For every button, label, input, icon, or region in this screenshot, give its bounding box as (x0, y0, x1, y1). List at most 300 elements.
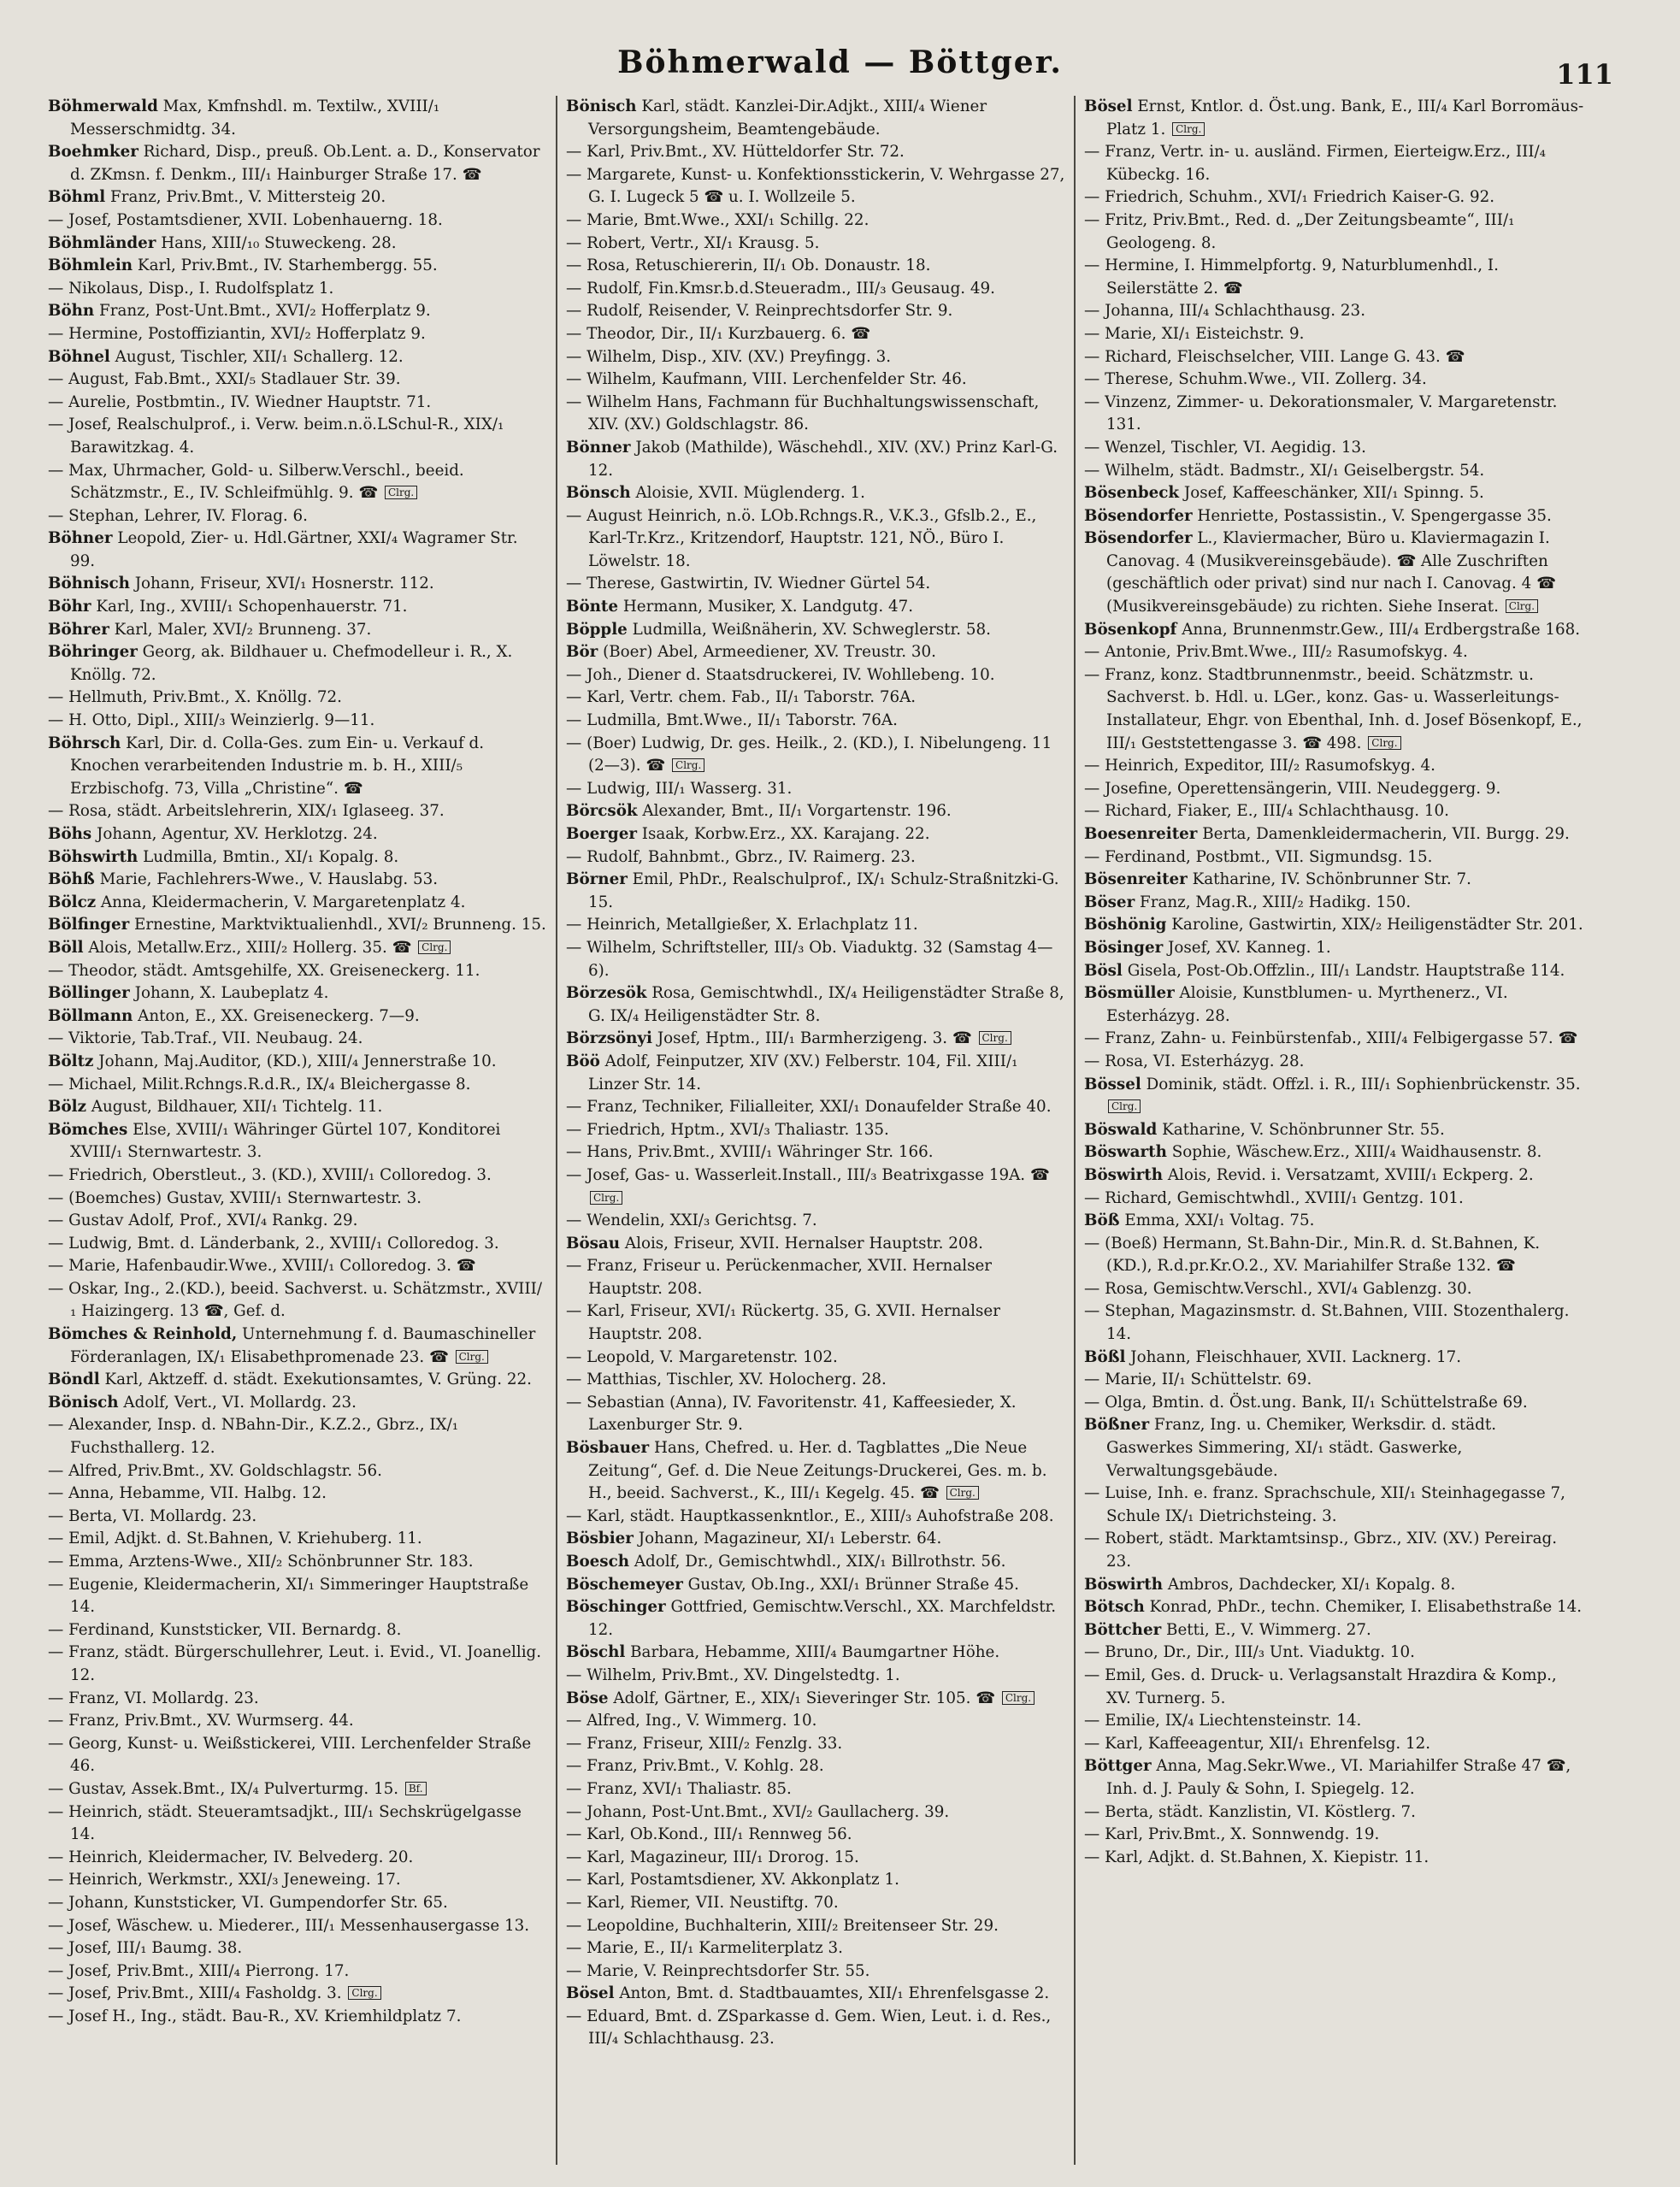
clearing-badge: Clrg. (1506, 599, 1538, 613)
entry-details: Hans, XIII/₁₀ Stuweckeng. 28. (161, 233, 397, 252)
entry-details: Karl, Maler, XVI/₂ Brunneng. 37. (114, 620, 372, 639)
entry-details: Else, XVIII/₁ Währinger Gürtel 107, Konditorei XVIII/₁ Sternwartestr. 3. (70, 1120, 501, 1162)
entry-details: — Stephan, Lehrer, IV. Florag. 6. (48, 506, 308, 525)
entry-details: — Aurelie, Postbmtin., IV. Wiedner Hauptstr. 71. (48, 392, 432, 411)
entry-details: Ambros, Dachdecker, XI/₁ Kopalg. 8. (1167, 1575, 1456, 1594)
directory-entry (48, 233, 547, 256)
clearing-badge: Clrg. (456, 1350, 488, 1364)
directory-entry (566, 800, 1065, 823)
directory-entry (48, 392, 547, 415)
directory-entry (1084, 346, 1585, 369)
entry-surname: Bölz (48, 1098, 86, 1117)
directory-entry (48, 869, 547, 892)
directory-entry (1084, 1596, 1585, 1619)
directory-entry (1084, 1414, 1585, 1483)
directory-entry (48, 1892, 547, 1915)
entry-surname: Böhswirth (48, 847, 139, 866)
entry-details: Adolf, Dr., Gemischtwhdl., XIX/₁ Billrothstr. 56. (634, 1553, 1006, 1571)
entry-details: — Oskar, Ing., 2.(KD.), beeid. Sachverst. u. Schätzmstr., XVIII/₁ Haizingerg. 13 ☎, Gef. d. (48, 1279, 542, 1321)
clearing-badge: Clrg. (1108, 1099, 1141, 1113)
entry-surname: Böschinger (566, 1598, 666, 1617)
directory-entry (566, 1255, 1065, 1300)
directory-entry (48, 1460, 547, 1483)
entry-details: — Karl, städt. Hauptkassenkntlor., E., XIII/₃ Auhofstraße 208. (566, 1506, 1054, 1525)
directory-entry (48, 414, 547, 459)
directory-entry (1084, 209, 1585, 255)
directory-entry (566, 846, 1065, 869)
directory-entry (48, 1255, 547, 1278)
clearing-badge: Clrg. (1172, 122, 1205, 136)
entry-details: — (Boemches) Gustav, XVIII/₁ Sternwartestr. 3. (48, 1188, 422, 1207)
entry-details: — (Boer) Ludwig, Dr. ges. Heilk., 2. (KD.), I. Nibelungeng. 11 (2—3). ☎ (566, 734, 1052, 775)
entry-details: Karl, städt. Kanzlei-Dir.Adjkt., XIII/₄ Wiener Versorgungsheim, Beamtengebäude. (588, 97, 987, 139)
entry-details: Katharine, IV. Schönbrunner Str. 7. (1192, 870, 1471, 889)
entry-details: — Heinrich, städt. Steueramtsadjkt., III/₁ Sechskrügelgasse 14. (48, 1802, 522, 1844)
directory-entry (1084, 1847, 1585, 1870)
entry-surname: Böö (566, 1052, 600, 1070)
entry-details: — Karl, Magazineur, III/₁ Drorog. 15. (566, 1848, 859, 1866)
entry-surname: Böllmann (48, 1006, 133, 1025)
entry-details: Sophie, Wäschew.Erz., XIII/₄ Waidhausenstr. 8. (1171, 1143, 1542, 1162)
entry-details: Hermann, Musiker, X. Landgutg. 47. (622, 598, 914, 616)
entry-details: Adolf, Feinputzer, XIV (XV.) Felberstr. 104, Fil. XIII/₁ Linzer Str. 14. (588, 1052, 1018, 1094)
directory-entry (566, 823, 1065, 846)
entry-details: Gottfried, Gemischtw.Verschl., XX. Marchfeldstr. 12. (588, 1598, 1057, 1639)
entry-details: — Max, Uhrmacher, Gold- u. Silberw.Verschl., beeid. Schätzmstr., E., IV. Schleifmühlg. 9. ☎ (48, 461, 464, 503)
directory-entry (566, 1733, 1065, 1756)
entry-details: — Josef, III/₁ Baumg. 38. (48, 1939, 243, 1958)
directory-entry (1084, 1051, 1585, 1074)
clearing-badge: Bf. (405, 1782, 427, 1795)
entry-details: Franz, Priv.Bmt., V. Mittersteig 20. (110, 188, 386, 207)
directory-entry (48, 1528, 547, 1551)
directory-entry (566, 209, 1065, 233)
entry-details: — Marie, XI/₁ Eisteichstr. 9. (1084, 324, 1305, 343)
entry-details: — Josef, Gas- u. Wasserleit.Install., III/₃ Beatrixgasse 19A. ☎ (566, 1165, 1050, 1184)
directory-entry (48, 687, 547, 710)
directory-entry (1084, 1278, 1585, 1301)
directory-entry (1084, 437, 1585, 460)
entry-details: — Friedrich, Oberstleut., 3. (KD.), XVIII/₁ Colloredog. 3. (48, 1165, 492, 1184)
entry-details: — Rudolf, Fin.Kmsr.b.d.Steueradm., III/₃ Geusaug. 49. (566, 279, 995, 298)
entry-details: Anna, Kleidermacherin, V. Margaretenplatz 4. (100, 893, 466, 911)
entry-details: Richard, Disp., preuß. Ob.Lent. a. D., Konservator d. ZKmsn. f. Denkm., III/₁ Hainburger Straße 17. ☎ (70, 143, 540, 184)
entry-details: — Rosa, städt. Arbeitslehrerin, XIX/₁ Iglaseeg. 37. (48, 802, 445, 821)
entry-details: Alexander, Bmt., II/₁ Vorgartenstr. 196. (642, 802, 952, 821)
entry-surname: Böhner (48, 529, 113, 548)
directory-entry (48, 1506, 547, 1529)
entry-details: Aloisie, XVII. Müglenderg. 1. (635, 484, 865, 503)
directory-entry (1084, 1347, 1585, 1370)
entry-details: — Sebastian (Anna), IV. Favoritenstr. 41, Kaffeesieder, X. Laxenburger Str. 9. (566, 1393, 1017, 1435)
entry-details: Josef, Hptm., III/₁ Barmherzigeng. 3. ☎ (657, 1029, 972, 1048)
entry-details: Hans, Chefred. u. Her. d. Tagblattes „Die Neue Zeitung“, Gef. d. Die Neue Zeitungs-Druckerei, Ges. m. b. H., beeid. Sachverst., K., III/₁ Kegelg. 45. ☎ (588, 1439, 1047, 1503)
entry-details: — Franz, XVI/₁ Thaliastr. 85. (566, 1779, 792, 1798)
entry-surname: Bößner (1084, 1416, 1150, 1435)
entry-details: — Nikolaus, Disp., I. Rudolfsplatz 1. (48, 279, 334, 298)
directory-entry (48, 1733, 547, 1778)
entry-details: Johann, Friseur, XVI/₁ Hosnerstr. 112. (134, 575, 434, 593)
entry-surname: Böhn (48, 302, 95, 321)
directory-entry (1084, 1210, 1585, 1233)
entry-details: Ludmilla, Weißnäherin, XV. Schweglerstr. 58. (632, 620, 991, 639)
entry-surname: Böswirth (1084, 1575, 1163, 1594)
entry-surname: Bösenreiter (1084, 870, 1188, 889)
directory-entry (48, 460, 547, 505)
entry-surname: Bösendorfer (1084, 529, 1193, 548)
entry-surname: Böttger (1084, 1757, 1152, 1776)
entry-details: — Karl, Vertr. chem. Fab., II/₁ Taborstr. 76A. (566, 688, 917, 707)
entry-surname: Böshönig (1084, 916, 1167, 934)
directory-entry (566, 641, 1065, 664)
directory-entry (566, 1574, 1065, 1597)
entry-details: Alois, Friseur, XVII. Hernalser Hauptstr. 208. (624, 1234, 983, 1253)
entry-details: — Franz, Zahn- u. Feinbürstenfab., XIII/₄ Felbigergasse 57. ☎ (1084, 1029, 1578, 1048)
entry-details: — Ludmilla, Bmt.Wwe., II/₁ Taborstr. 76A. (566, 711, 898, 730)
directory-entry (1084, 1801, 1585, 1824)
directory-entry (48, 1369, 547, 1392)
directory-entry (566, 982, 1065, 1028)
directory-entry (566, 733, 1065, 778)
entry-surname: Bösbier (566, 1530, 634, 1548)
directory-entry (1084, 1733, 1585, 1756)
entry-details: — Johann, Post-Unt.Bmt., XVI/₂ Gaullacherg. 39. (566, 1802, 950, 1821)
directory-entry (1084, 1619, 1585, 1642)
directory-entry (48, 1188, 547, 1211)
entry-surname: Böß (1084, 1211, 1120, 1230)
entry-details: — Michael, Milit.Rchngs.R.d.R., IX/₄ Bleichergasse 8. (48, 1075, 471, 1094)
entry-details: — Franz, Techniker, Filialleiter, XXI/₁ Donaufelder Straße 40. (566, 1098, 1052, 1117)
directory-entry (48, 596, 547, 619)
entry-surname: Boerger (566, 825, 637, 843)
directory-entry (566, 141, 1065, 164)
entry-details: — Theodor, Dir., II/₁ Kurzbauerg. 6. ☎ (566, 324, 871, 343)
directory-entry (48, 186, 547, 209)
directory-entry (48, 1574, 547, 1619)
directory-entry (566, 1892, 1065, 1915)
clearing-badge: Clrg. (1368, 736, 1400, 750)
directory-entry (1084, 800, 1585, 823)
entry-surname: Böhmländer (48, 233, 156, 252)
directory-entry (48, 209, 547, 233)
directory-entry (48, 1869, 547, 1892)
directory-entry (1084, 1188, 1585, 1211)
entry-details: — Marie, Hafenbaudir.Wwe., XVIII/₁ Colloredog. 3. ☎ (48, 1257, 476, 1276)
entry-surname: Böhrsch (48, 734, 121, 752)
directory-entry (566, 1824, 1065, 1847)
directory-entry (566, 1915, 1065, 1938)
entry-details: — August Heinrich, n.ö. LOb.Rchngs.R., V.K.3., Gfslb.2., E., Karl-Tr.Krz., Kritzendorf, Hauptstr. 121, NÖ., Büro I. Löwelstr. 18. (566, 506, 1037, 570)
directory-entry (48, 1619, 547, 1642)
directory-entry (566, 1119, 1065, 1142)
directory-entry (48, 1323, 547, 1369)
entry-details: — Emil, Ges. d. Druck- u. Verlagsanstalt Hrazdira & Komp., XV. Turnerg. 5. (1084, 1665, 1557, 1707)
directory-entry (566, 596, 1065, 619)
directory-entry (48, 323, 547, 346)
entry-surname: Böhmlein (48, 256, 133, 275)
entry-details: — Franz, Priv.Bmt., V. Kohlg. 28. (566, 1757, 824, 1776)
entry-details: Karl, Dir. d. Colla-Ges. zum Ein- u. Verkauf d. Knochen verarbeitenden Industrie m. b. H., XIII/₅ Erzbischofg. 73, Villa „Christine“. ☎ (70, 734, 485, 798)
entry-details: — Marie, E., II/₁ Karmeliterplatz 3. (566, 1939, 843, 1958)
entry-details: Ernestine, Marktviktualienhdl., XVI/₂ Brunneng. 15. (134, 916, 546, 934)
entry-details: — Alexander, Insp. d. NBahn-Dir., K.Z.2., Gbrz., IX/₁ Fuchsthallerg. 12. (48, 1416, 459, 1458)
running-head: Böhmerwald — Böttger. (617, 44, 1063, 80)
entry-surname: Böttcher (1084, 1620, 1162, 1639)
entry-details: — Therese, Schuhm.Wwe., VII. Zollerg. 34. (1084, 370, 1427, 389)
directory-entry (48, 937, 547, 960)
entry-details: — Josef, Priv.Bmt., XIII/₄ Pierrong. 17. (48, 1961, 350, 1980)
directory-entry (48, 573, 547, 596)
entry-details: — Karl, Friseur, XVI/₁ Rückertg. 35, G. XVII. Hernalser Hauptstr. 208. (566, 1302, 1000, 1344)
entry-details: — Rudolf, Bahnbmt., Gbrz., IV. Raimerg. 23. (566, 847, 916, 866)
entry-details: — Josef, Wäschew. u. Miederer., III/₁ Messenhausergasse 13. (48, 1916, 530, 1935)
entry-surname: Bömches (48, 1120, 128, 1139)
entry-surname: Bösinger (1084, 938, 1164, 957)
entry-details: Unternehmung f. d. Baumaschineller Förderanlagen, IX/₁ Elisabethpromenade 23. ☎ (70, 1325, 536, 1366)
directory-entry (1084, 1074, 1585, 1119)
entry-details: — Emma, Arztens-Wwe., XII/₂ Schönbrunner Str. 183. (48, 1553, 474, 1571)
entry-details: Konrad, PhDr., techn. Chemiker, I. Elisabethstraße 14. (1149, 1598, 1583, 1617)
entry-details: — Wenzel, Tischler, VI. Aegidig. 13. (1084, 438, 1366, 457)
directory-entry (1084, 300, 1585, 323)
directory-entry (48, 141, 547, 186)
entry-surname: Boehmker (48, 143, 139, 162)
directory-entry (566, 1528, 1065, 1551)
column-middle (557, 96, 1076, 2165)
entry-details: L., Klaviermacher, Büro u. Klaviermagazin I. Canovag. 4 (Musikvereinsgebäude). ☎ Alle Zuschriften (geschäftlich oder privat) sind nur nach I. Canovag. 4 ☎ (Musikvereinsgebäude) zu richten. Siehe Inserat. (1106, 529, 1556, 616)
directory-entry (1084, 1642, 1585, 1665)
entry-surname: Bößl (1084, 1347, 1126, 1366)
directory-entry (566, 914, 1065, 937)
entry-details: — Rosa, Gemischtw.Verschl., XVI/₄ Gablenzg. 30. (1084, 1279, 1472, 1298)
entry-details: Karl, Ing., XVIII/₁ Schopenhauerstr. 71. (96, 598, 408, 616)
directory-entry (48, 823, 547, 846)
entry-surname: Bösbauer (566, 1439, 650, 1458)
directory-entry (566, 505, 1065, 574)
entry-surname: Böndl (48, 1371, 100, 1389)
directory-entry (1084, 914, 1585, 937)
directory-entry (566, 1960, 1065, 1984)
entry-details: — Anna, Hebamme, VII. Halbg. 12. (48, 1484, 327, 1503)
directory-entry (1084, 664, 1585, 755)
directory-entry (48, 1915, 547, 1938)
directory-entry (48, 1483, 547, 1506)
directory-entry (566, 1778, 1065, 1801)
entry-details: Gisela, Post-Ob.Offzlin., III/₁ Landstr. Hauptstraße 114. (1127, 961, 1565, 980)
directory-entry (566, 1937, 1065, 1960)
directory-entry (1084, 641, 1585, 664)
entry-details: — Rudolf, Reisender, V. Reinprechtsdorfer Str. 9. (566, 302, 953, 321)
directory-entry (566, 1801, 1065, 1824)
directory-entry (48, 1642, 547, 1687)
entry-surname: Börcsök (566, 802, 638, 821)
entry-details: — H. Otto, Dipl., XIII/₃ Weinzierlg. 9—11. (48, 711, 375, 730)
entry-details: Franz, Mag.R., XIII/₂ Hadikg. 150. (1140, 893, 1412, 911)
entry-details: — Theodor, städt. Amtsgehilfe, XX. Greiseneckerg. 11. (48, 961, 480, 980)
entry-surname: Böswirth (1084, 1165, 1163, 1184)
entry-details: — Emil, Adjkt. d. St.Bahnen, V. Kriehuberg. 11. (48, 1530, 422, 1548)
entry-details: Emma, XXI/₁ Voltag. 75. (1124, 1211, 1315, 1230)
directory-entry (48, 1778, 547, 1801)
entry-surname: Böhmerwald (48, 97, 158, 115)
directory-entry (1084, 960, 1585, 983)
directory-entry (48, 710, 547, 733)
entry-details: — Joh., Diener d. Staatsdruckerei, IV. Wohllebeng. 10. (566, 665, 995, 684)
entry-details: — Eugenie, Kleidermacherin, XI/₁ Simmeringer Hauptstraße 14. (48, 1575, 529, 1617)
entry-details: — Antonie, Priv.Bmt.Wwe., III/₂ Rasumofskyg. 4. (1084, 643, 1468, 662)
entry-surname: Bölcz (48, 893, 97, 911)
entry-details: — Marie, V. Reinprechtsdorfer Str. 55. (566, 1961, 870, 1980)
directory-entry (48, 892, 547, 915)
entry-details: — Robert, Vertr., XI/₁ Krausg. 5. (566, 233, 820, 252)
directory-entry (48, 982, 547, 1005)
entry-surname: Böschemeyer (566, 1575, 683, 1594)
directory-entry (1084, 460, 1585, 483)
entry-details: — Karl, Riemer, VII. Neustiftg. 70. (566, 1893, 839, 1912)
entry-details: — Viktorie, Tab.Traf., VII. Neubaug. 24. (48, 1029, 363, 1048)
directory-entry (48, 346, 547, 369)
entry-details: Gustav, Ob.Ing., XXI/₁ Brünner Straße 45. (687, 1575, 1019, 1594)
directory-entry (48, 1278, 547, 1323)
directory-entry (48, 1688, 547, 1711)
directory-entry (48, 733, 547, 801)
entry-details: August, Bildhauer, XII/₁ Tichtelg. 11. (91, 1098, 383, 1117)
entry-details: Franz, Post-Unt.Bmt., XVI/₂ Hofferplatz 9. (99, 302, 431, 321)
directory-entry (1084, 392, 1585, 437)
entry-details: — Stephan, Magazinsmstr. d. St.Bahnen, VIII. Stozenthalerg. 14. (1084, 1302, 1570, 1344)
directory-entry (48, 914, 547, 937)
entry-details: — Franz, Friseur, XIII/₂ Fenzlg. 33. (566, 1734, 843, 1753)
directory-entry (566, 346, 1065, 369)
directory-entry (48, 1392, 547, 1415)
directory-entry (1084, 937, 1585, 960)
directory-entry (1084, 141, 1585, 186)
directory-entry (1084, 482, 1585, 505)
directory-entry (566, 1551, 1065, 1574)
entry-details: — Hermine, I. Himmelpfortg. 9, Naturblumenhdl., I. Seilerstätte 2. ☎ (1084, 256, 1499, 298)
entry-surname: Bösenkopf (1084, 620, 1177, 639)
entry-surname: Bömches & Reinhold, (48, 1325, 238, 1344)
entry-details: Franz, Ing. u. Chemiker, Werksdir. d. städt. Gaswerkes Simmering, XI/₁ städt. Gaswerke, Verwaltungsgebäude. (1106, 1416, 1497, 1480)
entry-details: — Wilhelm, Kaufmann, VIII. Lerchenfelder Str. 46. (566, 370, 967, 389)
directory-entry (48, 528, 547, 573)
entry-details: — Rosa, Retuschiererin, II/₁ Ob. Donaustr. 18. (566, 256, 931, 275)
entry-details: — Franz, VI. Mollardg. 23. (48, 1689, 259, 1707)
entry-surname: Bösel (566, 1984, 615, 2003)
directory-entry (566, 164, 1065, 209)
directory-entry (48, 1414, 547, 1459)
entry-details: — Berta, VI. Mollardg. 23. (48, 1506, 257, 1525)
directory-entry (1084, 255, 1585, 300)
directory-entry (566, 482, 1065, 505)
directory-entry (566, 1141, 1065, 1164)
entry-surname: Börzsönyi (566, 1029, 653, 1048)
entry-details: — Richard, Fiaker, E., III/₄ Schlachthausg. 10. (1084, 802, 1449, 821)
entry-details: — Hermine, Postoffiziantin, XVI/₂ Hofferplatz 9. (48, 324, 426, 343)
entry-surname: Böllinger (48, 984, 130, 1003)
entry-details: — Heinrich, Metallgießer, X. Erlachplatz 11. (566, 916, 918, 934)
entry-surname: Böhringer (48, 643, 138, 662)
clearing-badge: Clrg. (672, 758, 704, 772)
entry-details: — Wilhelm, Disp., XIV. (XV.) Preyfingg. 3. (566, 347, 892, 366)
directory-entry (1084, 528, 1585, 618)
entry-details: — Gustav, Assek.Bmt., IX/₄ Pulverturmg. 15. (48, 1779, 399, 1798)
directory-entry (48, 2006, 547, 2029)
entry-details: Adolf, Vert., VI. Mollardg. 23. (123, 1393, 357, 1412)
entry-details: — Emilie, IX/₄ Liechtensteinstr. 14. (1084, 1712, 1362, 1730)
entry-details: — Hellmuth, Priv.Bmt., X. Knöllg. 72. (48, 688, 342, 707)
entry-details: Johann, Maj.Auditor, (KD.), XIII/₄ Jennerstraße 10. (98, 1052, 497, 1070)
entry-details: — Ludwig, Bmt. d. Länderbank, 2., XVIII/₁ Colloredog. 3. (48, 1234, 499, 1253)
entry-surname: Bönsch (566, 484, 631, 503)
entry-surname: Bölfinger (48, 916, 130, 934)
entry-details: Anton, E., XX. Greiseneckerg. 7—9. (138, 1006, 420, 1025)
directory-entry (48, 1096, 547, 1119)
entry-surname: Böswarth (1084, 1143, 1167, 1162)
entry-details: — Rosa, VI. Esterházyg. 28. (1084, 1052, 1305, 1070)
directory-entry (1084, 96, 1585, 141)
entry-details: — Wilhelm, städt. Badmstr., XI/₁ Geiselbergstr. 54. (1084, 461, 1485, 480)
entry-details: Karoline, Gastwirtin, XIX/₂ Heiligenstädter Str. 201. (1171, 916, 1583, 934)
entry-details: Leopold, Zier- u. Hdl.Gärtner, XXI/₄ Wagramer Str. 99. (70, 529, 518, 570)
entry-details: Ernst, Kntlor. d. Öst.ung. Bank, E., III/₄ Karl Borromäus-Platz 1. (1106, 97, 1584, 139)
directory-entry (1084, 846, 1585, 869)
directory-entry (48, 641, 547, 687)
entry-details: — Bruno, Dr., Dir., III/₃ Unt. Viaduktg. 10. (1084, 1643, 1415, 1662)
clearing-badge: Clrg. (385, 486, 417, 499)
page-number: 111 (1556, 58, 1613, 91)
directory-entry (1084, 368, 1585, 392)
entry-surname: Böltz (48, 1052, 94, 1070)
directory-entry (566, 2006, 1065, 2051)
entry-details: — Eduard, Bmt. d. ZSparkasse d. Gem. Wien, Leut. i. d. Res., III/₄ Schlachthausg. 23. (566, 2007, 1052, 2048)
entry-details: August, Tischler, XII/₁ Schallerg. 12. (115, 347, 404, 366)
entry-details: — Franz, konz. Stadtbrunnenmstr., beeid. Schätzmstr. u. Sachverst. b. Hdl. u. LGer., konz. Gas- u. Wasserleitungs-Installateur, Ehgr. von Ebenthal, Inh. d. Josef Bösenkopf, E., III/₁ Geststettengasse 3. ☎ 498. (1084, 665, 1583, 752)
entry-details: — Ferdinand, Postbmt., VII. Sigmundsg. 15. (1084, 847, 1433, 866)
entry-details: Josef, XV. Kanneg. 1. (1168, 938, 1331, 957)
directory-entry (566, 1506, 1065, 1529)
directory-entry (1084, 1392, 1585, 1415)
entry-details: — (Boeß) Hermann, St.Bahn-Dir., Min.R. d. St.Bahnen, K. (KD.), R.d.pr.Kr.O.2., XV. Mariahilfer Straße 132. ☎ (1084, 1234, 1541, 1276)
entry-details: — Leopold, V. Margaretenstr. 102. (566, 1347, 838, 1366)
entry-details: — Ferdinand, Kunststicker, VII. Bernardg. 8. (48, 1620, 402, 1639)
entry-surname: Bösenbeck (1084, 484, 1180, 503)
clearing-badge: Clrg. (590, 1191, 622, 1205)
entry-surname: Bötsch (1084, 1598, 1145, 1617)
entry-surname: Bösau (566, 1234, 621, 1253)
directory-entry (1084, 892, 1585, 915)
directory-entry (48, 1710, 547, 1733)
entry-details: — Wilhelm Hans, Fachmann für Buchhaltungswissenschaft, XIV. (XV.) Goldschlagstr. 86. (566, 392, 1040, 434)
entry-details: Rosa, Gemischtwhdl., IX/₄ Heiligenstädter Straße 8, G. IX/₄ Heiligenstädter Str. 8. (588, 984, 1064, 1025)
entry-surname: Böhrer (48, 620, 109, 639)
directory-entry (1084, 869, 1585, 892)
entry-details: Katharine, V. Schönbrunner Str. 55. (1162, 1120, 1445, 1139)
entry-details: Josef, Kaffeeschänker, XII/₁ Spinng. 5. (1183, 484, 1484, 503)
directory-entry (48, 1005, 547, 1029)
entry-details: Henriette, Postassistin., V. Spengergasse 35. (1197, 506, 1552, 525)
entry-details: — Heinrich, Kleidermacher, IV. Belvederg. 20. (48, 1848, 414, 1866)
entry-details: — Hans, Priv.Bmt., XVIII/₁ Währinger Str. 166. (566, 1143, 934, 1162)
directory-entry (566, 300, 1065, 323)
directory-entry (566, 710, 1065, 733)
directory-entry (566, 1369, 1065, 1392)
entry-surname: Börzesök (566, 984, 647, 1003)
entry-details: — Olga, Bmtin. d. Öst.ung. Bank, II/₁ Schüttelstraße 69. (1084, 1393, 1528, 1412)
entry-details: — Franz, Friseur u. Perückenmacher, XVII. Hernalser Hauptstr. 208. (566, 1257, 993, 1298)
entry-surname: Boesenreiter (1084, 825, 1198, 843)
entry-surname: Böhml (48, 188, 106, 207)
